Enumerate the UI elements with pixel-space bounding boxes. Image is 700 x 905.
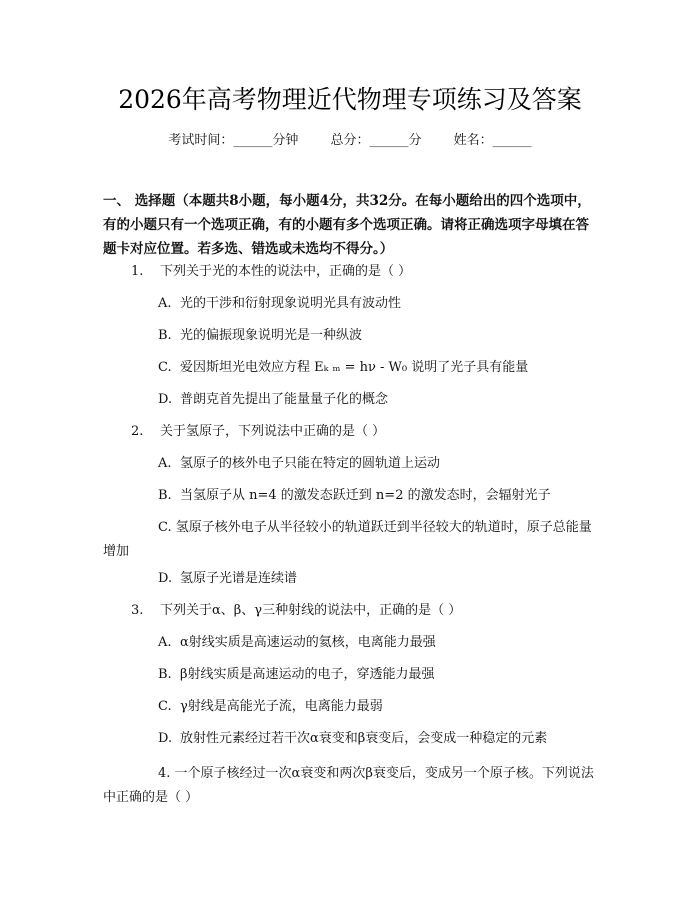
question-4 (103, 762, 597, 810)
option-letter: A. (158, 635, 172, 650)
question-1-option-a (158, 292, 597, 316)
option-letter: D. (158, 571, 173, 586)
question-2-option-b (158, 484, 597, 508)
question-2-option-c (103, 516, 597, 564)
question-1-option-d (158, 388, 597, 412)
exam-time: 考试时间：______分钟 (168, 133, 299, 148)
question-1-option-c (158, 356, 597, 380)
option-letter: A. (158, 456, 172, 471)
option-letter: C. (158, 520, 172, 535)
question-number: 2. (131, 424, 144, 439)
question-stem: 下列关于α、β、γ三种射线的说法中，正确的是（ ） (160, 603, 462, 618)
question-1-option-b (158, 324, 597, 348)
option-text: β射线实质是高速运动的电子，穿透能力最强 (180, 667, 435, 682)
option-letter: A. (158, 296, 172, 311)
exam-meta (0, 132, 700, 150)
option-text: α射线实质是高速运动的氦核，电离能力最强 (180, 635, 436, 650)
question-number: 3. (131, 603, 144, 618)
exam-score: 总分：______分 (330, 133, 422, 148)
question-3-option-c (158, 695, 597, 719)
question-number: 1. (131, 264, 144, 279)
question-2-option-d (158, 567, 597, 591)
question-stem: 关于氢原子，下列说法中正确的是（ ） (160, 424, 386, 439)
option-letter: B. (158, 488, 172, 503)
option-text: 氢原子光谱是连续谱 (180, 571, 298, 586)
option-text: 爱因斯坦光电效应方程 Eₖ ₘ = hν - W₀ 说明了光子具有能量 (180, 360, 529, 375)
section-heading: 一、 选择题（本题共8小题，每小题4分，共32分。在每小题给出的四个选项中，有的小题只有一个选项正确，有的小题有多个选项正确。请将正确选项字母填在答题卡对应位置。若多选、错选或未选均不得分。） (103, 193, 591, 257)
option-text: 放射性元素经过若干次α衰变和β衰变后，会变成一种稳定的元素 (180, 731, 548, 746)
question-3-option-a (158, 631, 597, 655)
option-letter: D. (158, 392, 173, 407)
question-1 (103, 260, 597, 284)
option-text: 光的偏振现象说明光是一种纵波 (180, 328, 363, 343)
question-3-option-d (158, 727, 597, 751)
option-letter: C. (158, 699, 172, 714)
option-text: γ射线是高能光子流，电离能力最弱 (180, 699, 383, 714)
option-letter: B. (158, 328, 172, 343)
page-title: 2026年高考物理近代物理专项练习及答案 (118, 85, 582, 114)
question-2-option-a (158, 452, 597, 476)
option-text: 光的干涉和衍射现象说明光具有波动性 (180, 296, 402, 311)
option-letter: B. (158, 667, 172, 682)
option-text: 氢原子的核外电子只能在特定的圆轨道上运动 (180, 456, 441, 471)
option-text: 当氢原子从 n=4 的激发态跃迁到 n=2 的激发态时，会辐射光子 (180, 488, 551, 503)
exam-name: 姓名：______ (453, 133, 532, 148)
question-2 (103, 420, 597, 444)
question-stem: 一个原子核经过一次α衰变和两次β衰变后，变成另一个原子核。下列说法中正确的是（ ） (103, 766, 594, 805)
option-text: 氢原子核外电子从半径较小的轨道跃迁到半径较大的轨道时，原子总能量增加 (103, 520, 592, 559)
option-letter: C. (158, 360, 172, 375)
question-3 (103, 599, 597, 623)
question-stem: 下列关于光的本性的说法中，正确的是（ ） (160, 264, 412, 279)
question-number: 4. (158, 766, 171, 781)
option-letter: D. (158, 731, 173, 746)
option-text: 普朗克首先提出了能量量子化的概念 (180, 392, 389, 407)
question-3-option-b (158, 663, 597, 687)
